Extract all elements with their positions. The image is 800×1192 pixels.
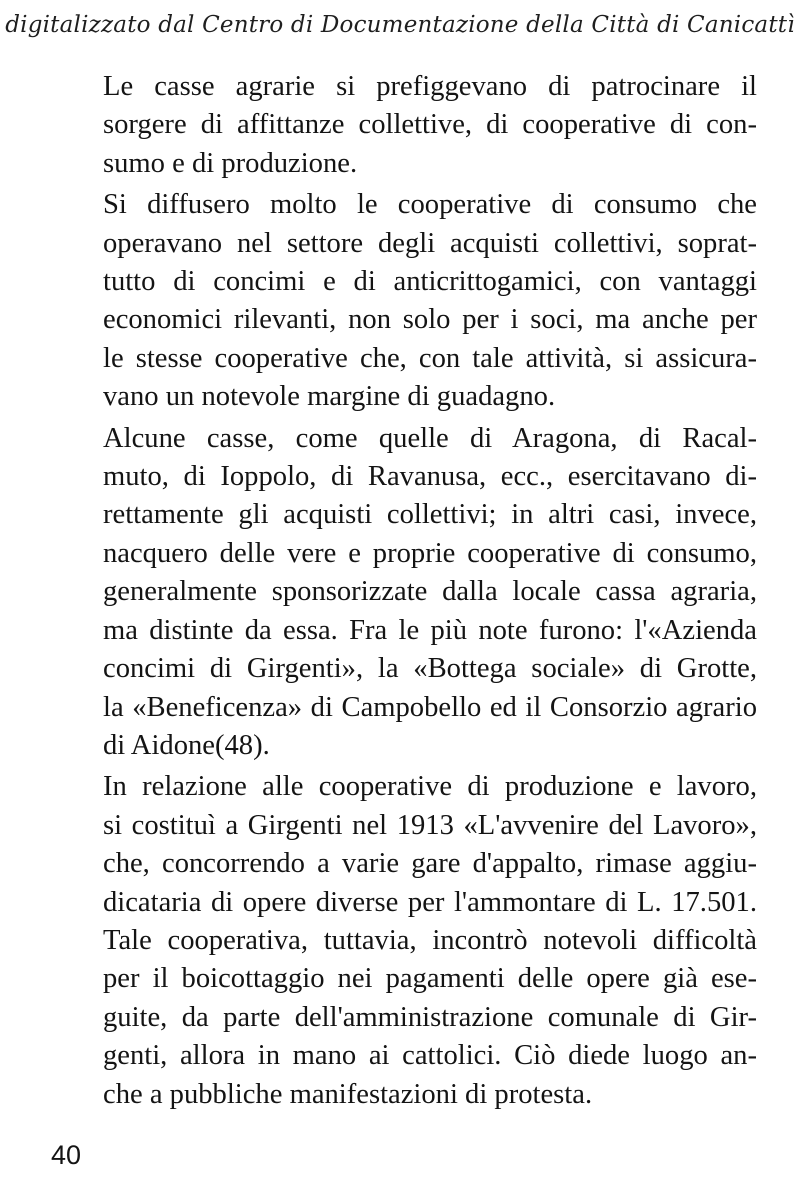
text-line: sorgere di affittanze collettive, di cooperative di con- (103, 109, 757, 141)
text-line: genti, allora in mano ai cattolici. Ciò diede luogo an- (103, 1040, 757, 1072)
text-line: nacquero delle vere e proprie cooperative di consumo, (103, 537, 757, 569)
text-line: si costituì a Girgenti nel 1913 «L'avvenire del Lavoro», (103, 809, 757, 841)
paragraph-3 (51, 420, 757, 766)
paragraph-1 (51, 68, 757, 183)
paragraph-4 (51, 768, 757, 1114)
text-line: sumo e di produzione. (103, 147, 358, 179)
text-line: concimi di Girgenti», la «Bottega sociale» di Grotte, (103, 653, 757, 685)
text-line: Tale cooperativa, tuttavia, incontrò notevoli difficoltà (103, 924, 757, 956)
text-line: ma distinte da essa. Fra le più note furono: l'«Azienda (103, 614, 757, 646)
text-line: che a pubbliche manifestazioni di protesta. (103, 1078, 593, 1110)
text-line: muto, di Ioppolo, di Ravanusa, ecc., esercitavano di- (103, 461, 757, 493)
text-line: Alcune casse, come quelle di Aragona, di Racal- (103, 422, 757, 454)
paragraph-2 (51, 186, 757, 416)
text-line: vano un notevole margine di guadagno. (103, 381, 556, 413)
digitization-watermark: digitalizzato dal Centro di Documentazione della Città di Canicattì (5, 12, 795, 38)
text-line: rettamente gli acquisti collettivi; in altri casi, invece, (103, 499, 757, 531)
text-line: economici rilevanti, non solo per i soci, ma anche per (103, 304, 757, 336)
page-number: 40 (51, 1140, 82, 1170)
page-body (51, 68, 757, 1117)
text-line: Le casse agrarie si prefiggevano di patrocinare il (103, 71, 757, 102)
text-line: per il boicottaggio nei pagamenti delle opere già ese- (103, 963, 757, 995)
text-line: Si diffusero molto le cooperative di consumo che (103, 189, 757, 221)
text-line: le stesse cooperative che, con tale attività, si assicura- (103, 342, 757, 374)
text-line: che, concorrendo a varie gare d'appalto, rimase aggiu- (103, 848, 757, 880)
text-line: In relazione alle cooperative di produzione e lavoro, (103, 771, 757, 803)
text-line: la «Beneficenza» di Campobello ed il Consorzio agrario (103, 691, 757, 723)
text-line: di Aidone(48). (103, 729, 270, 761)
text-line: operavano nel settore degli acquisti collettivi, soprat- (103, 227, 757, 259)
text-line: generalmente sponsorizzate dalla locale cassa agraria, (103, 576, 757, 608)
text-line: dicataria di opere diverse per l'ammontare di L. 17.501. (103, 886, 757, 918)
text-line: guite, da parte dell'amministrazione comunale di Gir- (103, 1001, 757, 1033)
text-line: tutto di concimi e di anticrittogamici, con vantaggi (103, 266, 757, 298)
